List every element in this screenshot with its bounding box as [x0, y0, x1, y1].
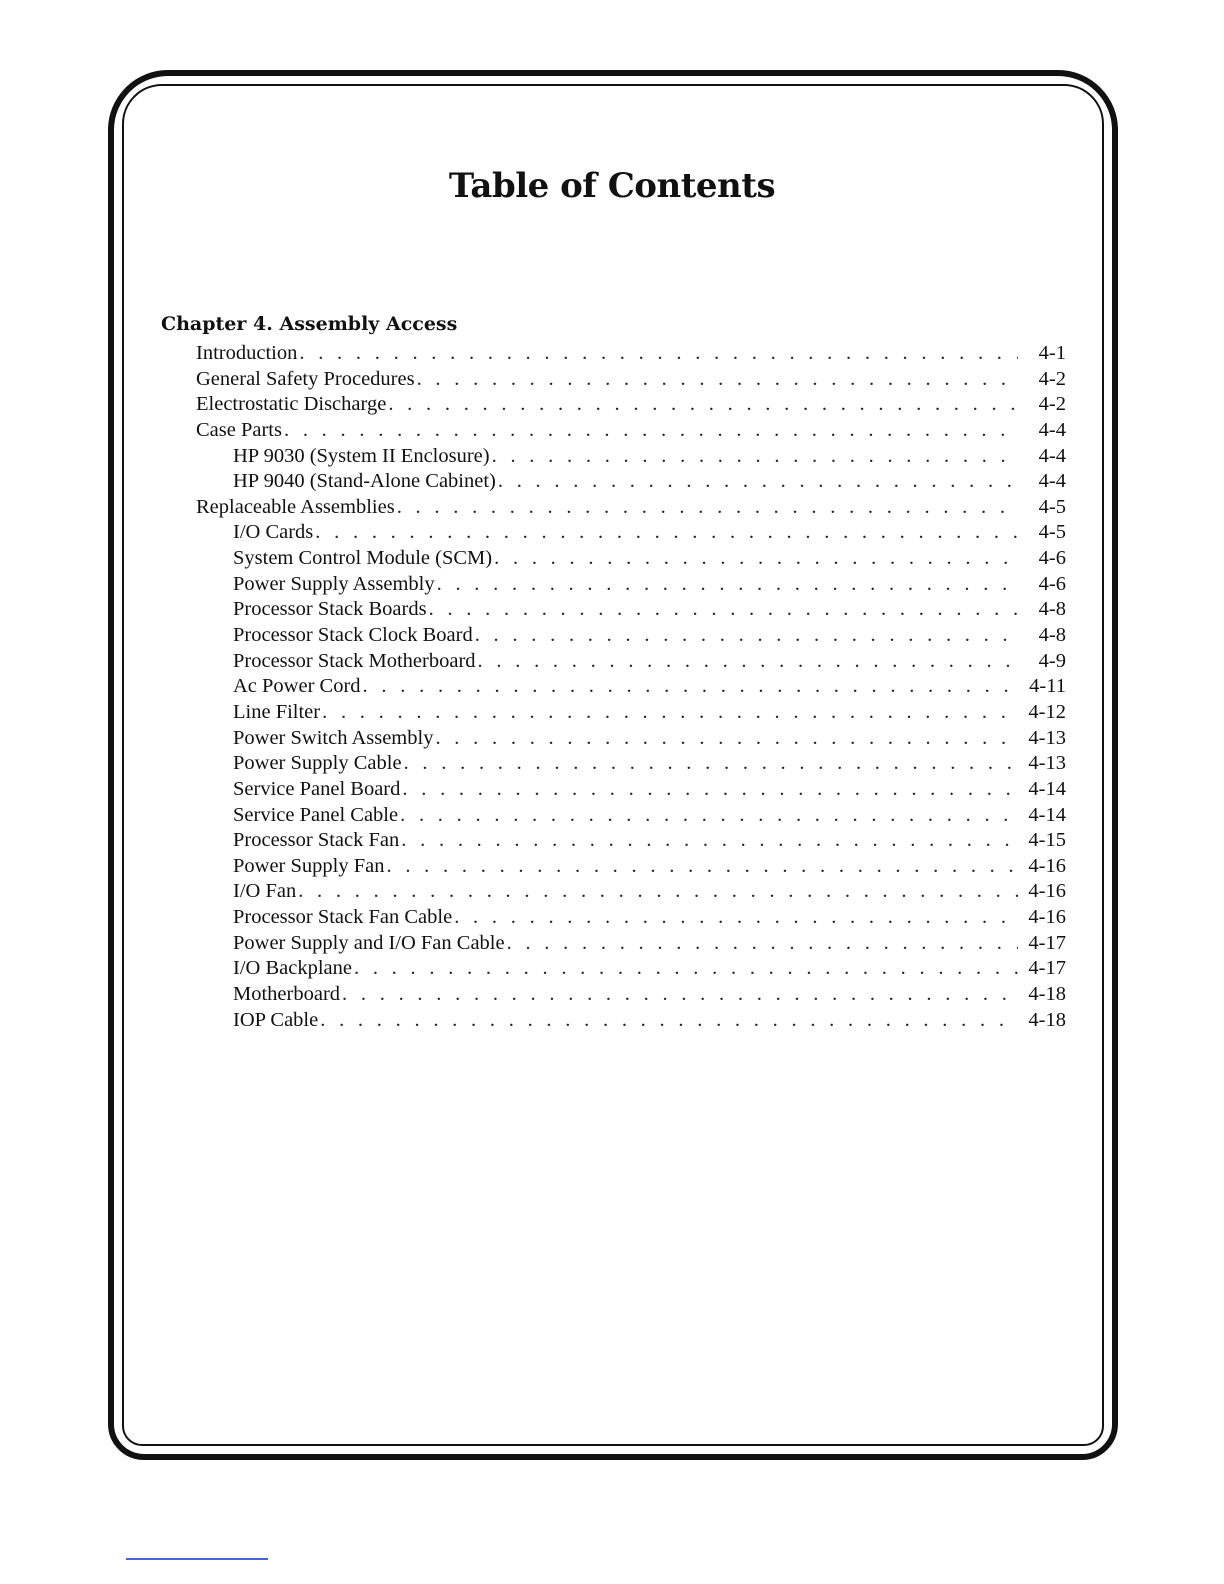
toc-entry-page: 4-8: [1038, 598, 1066, 621]
dot-leader: [400, 777, 1018, 803]
toc-entry-label: General Safety Procedures: [196, 367, 415, 390]
toc-entry-page: 4-16: [1028, 854, 1066, 877]
toc-entry-page: 4-14: [1028, 777, 1066, 800]
toc-entry[interactable]: [0, 546, 1224, 572]
toc-entry-page: 4-12: [1028, 700, 1066, 723]
dot-leader: [452, 905, 1018, 931]
toc-entry-label: Service Panel Cable: [233, 803, 399, 826]
toc-entry-page: 4-2: [1038, 367, 1066, 390]
toc-entry-label: Service Panel Board: [233, 777, 401, 800]
toc-entry[interactable]: [0, 803, 1224, 829]
toc-entry-page: 4-13: [1028, 726, 1066, 749]
toc-entry[interactable]: [0, 905, 1224, 931]
toc-entry[interactable]: [0, 392, 1224, 418]
toc-entry-page: 4-9: [1038, 649, 1066, 672]
dot-leader: [384, 854, 1018, 880]
toc-entry-page: 4-11: [1029, 675, 1066, 698]
toc-entry[interactable]: [0, 623, 1224, 649]
toc-entry-page: 4-15: [1028, 829, 1066, 852]
toc-entry-label: Processor Stack Motherboard: [233, 649, 476, 672]
dot-leader: [427, 597, 1018, 623]
dot-leader: [473, 623, 1018, 649]
dot-leader: [361, 674, 1018, 700]
toc-entry[interactable]: [0, 341, 1224, 367]
toc-entry[interactable]: [0, 956, 1224, 982]
toc-entry-label: HP 9040 (Stand-Alone Cabinet): [233, 470, 496, 493]
toc-entry[interactable]: [0, 444, 1224, 470]
toc-entry[interactable]: [0, 931, 1224, 957]
dot-leader: [398, 803, 1018, 829]
toc-entry-page: 4-4: [1038, 444, 1066, 467]
dot-leader: [415, 367, 1018, 393]
toc-entry-label: Power Supply Fan: [233, 854, 385, 877]
dot-leader: [282, 418, 1018, 444]
toc-entry-label: Power Supply and I/O Fan Cable: [233, 931, 505, 954]
toc-entry-page: 4-17: [1028, 931, 1066, 954]
toc-entry[interactable]: [0, 828, 1224, 854]
toc-entry-label: Ac Power Cord: [233, 675, 361, 698]
footer-rule: [126, 1558, 268, 1560]
dot-leader: [386, 392, 1018, 418]
toc-entry-label: Electrostatic Discharge: [196, 393, 387, 416]
toc-entry[interactable]: [0, 1008, 1224, 1034]
dot-leader: [318, 1008, 1018, 1034]
dot-leader: [395, 495, 1018, 521]
toc-entry-label: Case Parts: [196, 418, 282, 441]
chapter-heading: Chapter 4. Assembly Access: [161, 313, 458, 335]
dot-leader: [340, 982, 1018, 1008]
toc-entry[interactable]: [0, 495, 1224, 521]
toc-entry[interactable]: [0, 854, 1224, 880]
toc-entry-page: 4-8: [1038, 624, 1066, 647]
toc-entry-label: Power Switch Assembly: [233, 726, 434, 749]
toc-entry-page: 4-16: [1028, 880, 1066, 903]
toc-entry-page: 4-1: [1038, 342, 1066, 364]
toc-entry-label: I/O Backplane: [233, 957, 352, 980]
toc-entry-page: 4-18: [1028, 1008, 1066, 1031]
toc-entry-page: 4-2: [1038, 393, 1066, 416]
toc-entry-page: 4-4: [1038, 418, 1066, 441]
toc-entry-label: I/O Fan: [233, 880, 297, 903]
toc-entry-page: 4-6: [1038, 572, 1066, 595]
toc-entry-page: 4-17: [1028, 957, 1066, 980]
toc-entry[interactable]: [0, 520, 1224, 546]
dot-leader: [490, 444, 1018, 470]
toc-entry-page: 4-6: [1038, 547, 1066, 570]
toc-entry[interactable]: [0, 674, 1224, 700]
toc-list: [0, 341, 1224, 1033]
toc-entry-label: Replaceable Assemblies: [196, 495, 395, 518]
toc-entry-label: Power Supply Cable: [233, 752, 402, 775]
toc-entry-page: 4-5: [1038, 495, 1066, 518]
dot-leader: [352, 956, 1018, 982]
toc-entry[interactable]: [0, 597, 1224, 623]
toc-entry-label: Power Supply Assembly: [233, 572, 435, 595]
toc-entry[interactable]: [0, 700, 1224, 726]
dot-leader: [476, 649, 1018, 675]
toc-entry[interactable]: [0, 726, 1224, 752]
toc-entry[interactable]: [0, 572, 1224, 598]
toc-entry-label: Processor Stack Fan Cable: [233, 906, 453, 929]
toc-entry-label: Line Filter: [233, 700, 321, 723]
toc-entry-label: Processor Stack Boards: [233, 598, 427, 621]
toc-entry-label: Processor Stack Fan: [233, 829, 400, 852]
toc-entry-page: 4-16: [1028, 906, 1066, 929]
dot-leader: [297, 341, 1018, 367]
toc-entry[interactable]: [0, 469, 1224, 495]
toc-entry[interactable]: [0, 751, 1224, 777]
dot-leader: [496, 469, 1018, 495]
toc-entry[interactable]: [0, 418, 1224, 444]
toc-entry[interactable]: [0, 879, 1224, 905]
toc-entry-page: 4-14: [1028, 803, 1066, 826]
page-title: Table of Contents: [448, 166, 776, 206]
toc-entry-page: 4-4: [1038, 470, 1066, 493]
toc-entry-label: System Control Module (SCM): [233, 547, 493, 570]
toc-entry[interactable]: [0, 982, 1224, 1008]
toc-entry-label: Motherboard: [233, 983, 341, 1006]
toc-entry[interactable]: [0, 777, 1224, 803]
toc-entry-label: Introduction: [196, 342, 298, 364]
toc-entry-page: 4-13: [1028, 752, 1066, 775]
dot-leader: [435, 572, 1018, 598]
toc-entry-page: 4-18: [1028, 983, 1066, 1006]
toc-entry[interactable]: [0, 649, 1224, 675]
dot-leader: [505, 931, 1018, 957]
dot-leader: [433, 726, 1018, 752]
dot-leader: [313, 520, 1018, 546]
toc-entry-label: I/O Cards: [233, 521, 314, 544]
toc-entry-label: IOP Cable: [233, 1008, 319, 1031]
toc-entry-label: HP 9030 (System II Enclosure): [233, 444, 490, 467]
dot-leader: [402, 751, 1018, 777]
toc-entry-page: 4-5: [1038, 521, 1066, 544]
dot-leader: [296, 879, 1018, 905]
dot-leader: [399, 828, 1018, 854]
dot-leader: [492, 546, 1018, 572]
toc-entry-label: Processor Stack Clock Board: [233, 624, 473, 647]
toc-entry[interactable]: [0, 367, 1224, 393]
dot-leader: [320, 700, 1018, 726]
